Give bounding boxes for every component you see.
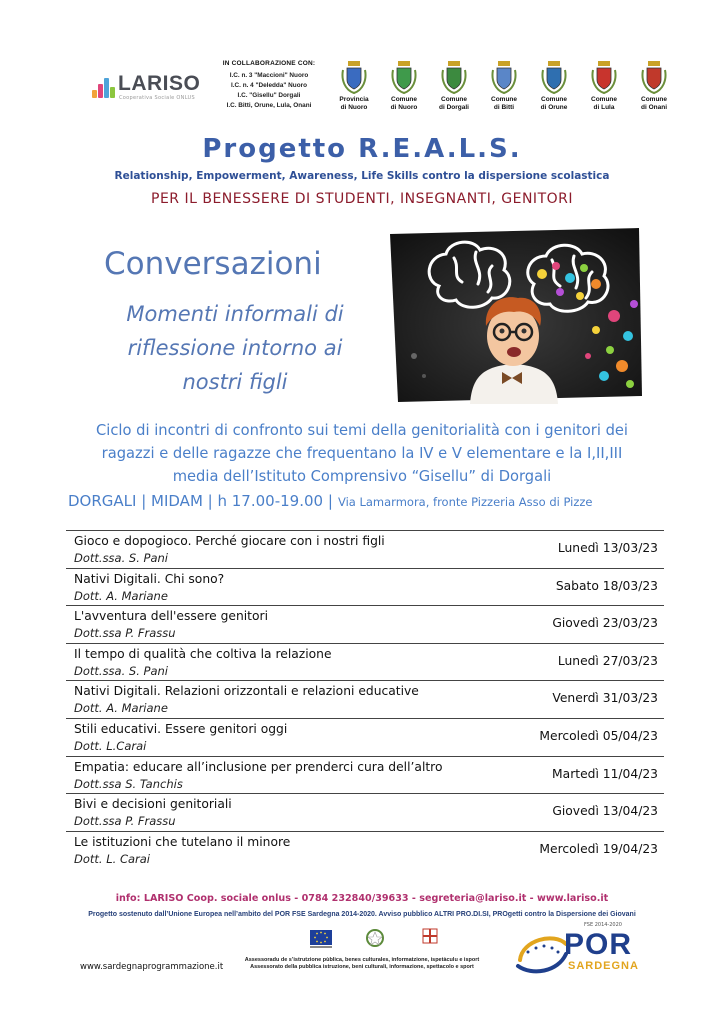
- event-title: L'avventura dell'essere genitori: [74, 609, 268, 624]
- sardinia-crest-icon: [422, 928, 438, 946]
- event-row: [66, 719, 664, 757]
- crest-item: [580, 60, 628, 112]
- event-speaker: Dott.ssa S. Tanchis: [74, 776, 183, 791]
- location-address: Via Lamarmora, fronte Pizzeria Asso di Pizze: [337, 495, 593, 509]
- event-title: Il tempo di qualità che coltiva la relazione: [74, 646, 332, 661]
- event-date: Venerdì 31/03/23: [552, 691, 658, 706]
- event-date: Martedì 11/04/23: [552, 766, 658, 781]
- chalkboard-child-image: [384, 226, 646, 404]
- italian-emblem-icon: [366, 928, 384, 950]
- event-speaker: Dott.ssa. S. Pani: [74, 551, 168, 565]
- event-row: [66, 644, 664, 682]
- por-sardegna-logo: [514, 922, 646, 980]
- collaboration-title: IN COLLABORAZIONE CON:: [222, 60, 316, 67]
- project-title: Progetto R.E.A.L.S.: [202, 134, 522, 164]
- conversation-subtitle: [100, 297, 370, 399]
- crest-item: [380, 60, 428, 112]
- collaboration-line: I.C. n. 4 "Deledda" Nuoro: [230, 82, 307, 89]
- crest-icon: [489, 60, 519, 94]
- location-line: [68, 491, 593, 510]
- por-sardegna-label: SARDEGNA: [568, 960, 639, 972]
- collaboration-block: [214, 60, 324, 111]
- intro-line: Ciclo di incontri di confronto sui temi della genitorialità con i genitori dei: [95, 422, 629, 439]
- por-period: FSE 2014-2020: [584, 922, 622, 928]
- crest-label: Provincia di Nuoro: [339, 96, 369, 111]
- crest-icon: [539, 60, 569, 94]
- project-tagline: PER IL BENESSERE DI STUDENTI, INSEGNANTI, GENITORI: [151, 191, 573, 207]
- event-speaker: Dott. L.Carai: [74, 738, 147, 753]
- crest-icon: [389, 60, 419, 94]
- conversation-title: Conversazioni: [104, 246, 322, 282]
- event-speaker: Dott.ssa P. Frassu: [74, 626, 176, 641]
- crest-row: [326, 60, 667, 120]
- event-title: Gioco e dopogioco. Perché giocare con i nostri figli: [74, 534, 385, 548]
- crest-item: [530, 60, 578, 112]
- events-table: [66, 530, 664, 868]
- website-link[interactable]: www.sardegnaprogrammazione.it: [80, 962, 224, 972]
- crest-icon: [339, 60, 369, 94]
- event-row: [66, 832, 664, 869]
- assessorato-line: Assessoradu de s’istrutzione pùblica, benes culturales, informatzione, ispetàculu e isport: [244, 957, 480, 963]
- event-title: Empatia: educare all’inclusione per prenderci cura dell’altro: [74, 759, 443, 774]
- event-speaker: Dott. A. Mariane: [74, 701, 168, 716]
- crest-item: [630, 60, 678, 112]
- crest-item: [430, 60, 478, 112]
- event-date: Lunedì 13/03/23: [557, 541, 658, 555]
- project-subtitle: Relationship, Empowerment, Awareness, Life Skills contro la dispersione scolastica: [114, 170, 610, 182]
- event-speaker: Dott.ssa P. Frassu: [74, 814, 176, 829]
- event-date: Sabato 18/03/23: [555, 578, 658, 593]
- crest-icon: [439, 60, 469, 94]
- event-row: [66, 794, 664, 832]
- event-speaker: Dott. L. Carai: [74, 851, 150, 866]
- lariso-bars-icon: [92, 74, 116, 98]
- event-date: Mercoledì 19/04/23: [539, 841, 658, 856]
- crest-label: Comune di Dorgali: [439, 96, 469, 111]
- event-date: Giovedì 23/03/23: [552, 616, 658, 631]
- crest-label: Comune di Orune: [540, 96, 568, 111]
- crest-label: Comune di Nuoro: [390, 96, 418, 111]
- event-date: Giovedì 13/04/23: [552, 804, 658, 819]
- event-title: Nativi Digitali. Chi sono?: [74, 571, 225, 586]
- event-title: Le istituzioni che tutelano il minore: [74, 834, 291, 849]
- location-main: DORGALI | MIDAM | h 17.00-19.00 |: [68, 492, 333, 510]
- event-title: Stili educativi. Essere genitori oggi: [74, 721, 288, 736]
- event-title: Nativi Digitali. Relazioni orizzontali e relazioni educative: [74, 684, 419, 699]
- event-speaker: Dott. A. Mariane: [74, 588, 168, 603]
- event-row: [66, 530, 664, 569]
- conversation-subtitle-line: riflessione intorno ai: [127, 336, 343, 360]
- crest-label: Comune di Lula: [591, 96, 617, 111]
- crest-item: [480, 60, 528, 112]
- por-swirl-icon: [514, 930, 570, 976]
- conversation-subtitle-line: nostri figli: [182, 370, 288, 394]
- lariso-wordmark: LARISO: [118, 72, 201, 95]
- event-date: Lunedì 27/03/23: [557, 653, 658, 668]
- conversation-subtitle-line: Momenti informali di: [126, 302, 344, 326]
- crest-label: Comune di Bitti: [491, 96, 517, 111]
- lariso-tagline: Cooperativa Sociale ONLUS: [119, 95, 195, 101]
- lariso-logo: [92, 72, 212, 104]
- institutional-logos: [306, 928, 456, 954]
- crest-label: Comune di Onani: [641, 96, 667, 111]
- event-speaker: Dott.ssa. S. Pani: [74, 663, 168, 678]
- event-row: [66, 569, 664, 607]
- crest-icon: [639, 60, 669, 94]
- event-row: [66, 681, 664, 719]
- collaboration-line: I.C. "Gisellu" Dorgali: [237, 92, 301, 99]
- crest-icon: [589, 60, 619, 94]
- collaboration-line: I.C. Bitti, Orune, Lula, Onani: [226, 102, 312, 109]
- collaboration-line: I.C. n. 3 "Maccioni" Nuoro: [229, 72, 309, 79]
- event-row: [66, 606, 664, 644]
- assessorato-line: Assessorato della pubblica istruzione, beni culturali, informazione, spettacolo e sport: [250, 964, 474, 970]
- intro-line: ragazzi e delle ragazze che frequentano la IV e V elementare e la I,II,III: [101, 445, 623, 462]
- event-row: [66, 757, 664, 795]
- event-date: Mercoledì 05/04/23: [539, 728, 658, 743]
- event-title: Bivi e decisioni genitoriali: [74, 797, 232, 812]
- contact-info: info: LARISO Coop. sociale onlus - 0784 232840/39633 - segreteria@lariso.it - www.lariso.it: [115, 893, 609, 904]
- funding-statement: Progetto sostenuto dall’Unione Europea nell’ambito del POR FSE Sardegna 2014-2020. Avviso pubblico ALTRI PRO.DI.SI, PROgetti contro la Dispersione dei Giovani: [88, 911, 636, 918]
- por-wordmark: POR: [564, 928, 633, 961]
- crest-item: [330, 60, 378, 112]
- intro-paragraph: [56, 419, 668, 488]
- intro-line: media dell’Istituto Comprensivo “Gisellu” di Dorgali: [172, 468, 552, 485]
- hero-illustration: [384, 226, 646, 404]
